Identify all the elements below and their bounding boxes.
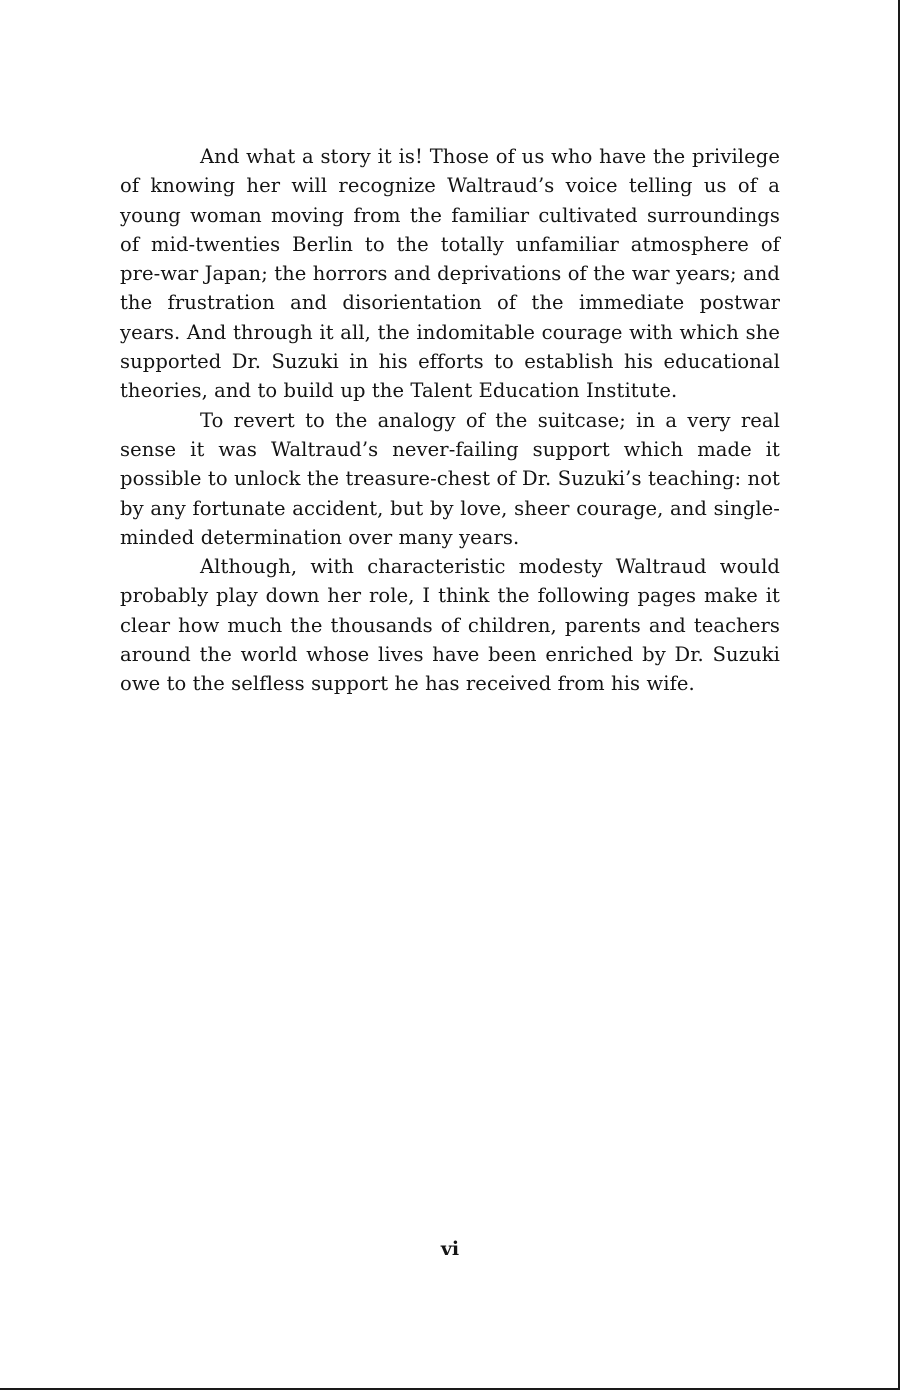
- page-number: vi: [440, 1238, 460, 1260]
- paragraph-3: Although, with characteristic modesty Waltraud would probably play down her role, I think the following pages make it clear how much the thousands of children, parents and teachers around the world whose lives have been enriched by Dr. Suzuki owe to the selfless support he has received from his wife.: [120, 555, 780, 696]
- body-text: [120, 142, 780, 699]
- paragraph-2: To revert to the analogy of the suitcase; in a very real sense it was Waltraud’s never-failing support which made it possible to unlock the treasure-chest of Dr. Suzuki’s teaching: not by any fortunate accident, but by love, sheer courage, and single-minded determination over many years.: [120, 408, 780, 549]
- paragraph-1: And what a story it is! Those of us who have the privilege of knowing her will recognize Waltraud’s voice telling us of a young woman moving from the familiar cultivated surroundings of mid-twenties Berlin to the totally unfamiliar atmosphere of pre-war Japan; the horrors and deprivations of the war years; and the frustration and disorientation of the immediate postwar years. And through it all, the indomitable courage with which she supported Dr. Suzuki in his efforts to establish his educational theories, and to build up the Talent Education Institute.: [120, 145, 780, 403]
